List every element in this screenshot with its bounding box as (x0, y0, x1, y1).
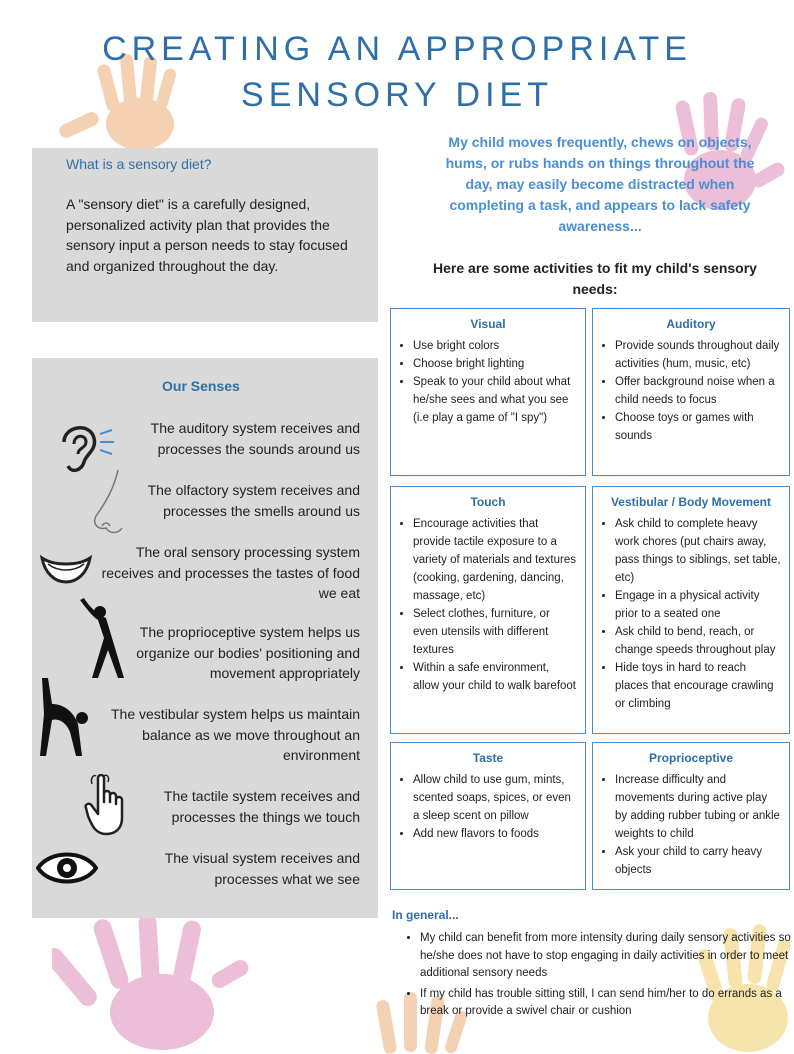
page-title-line-1: CREATING AN APPROPRIATE (102, 30, 692, 68)
list-item: • My child can benefit from more intensity during daily sensory activities so he/she does not have to stop engaging in daily activities in order to meet additional sensory needs (420, 930, 792, 983)
list-item: • If my child has trouble sitting still, I can send him/her to do errands as a break or provide a swivel chair or cushion (420, 986, 792, 1021)
list-item: • Ask child to bend, reach, or change speeds throughout play (615, 623, 781, 659)
list-item: • Allow child to use gum, mints, scented soaps, spices, or even a sleep scent on pillow (413, 771, 577, 825)
vestibular-card (592, 486, 790, 734)
sense-text: The vestibular system helps us maintain balance as we move throughout an environment (111, 706, 360, 763)
what-body: A "sensory diet" is a carefully designed, personalized activity plan that provides the sensory input a person needs to stay focused and organized throughout the day. (66, 196, 348, 274)
senses-heading: Our Senses (162, 378, 240, 394)
list-item: • Encourage activities that provide tactile exposure to a variety of materials and textures (cooking, gardening, dancing, massage, etc) (413, 515, 577, 605)
sense-text: The visual system receives and processes what we see (164, 850, 360, 887)
card-title: Touch (470, 495, 506, 509)
taste-card (390, 742, 586, 890)
list-item: • Select clothes, furniture, or even utensils with different textures (413, 605, 577, 659)
mouth-icon (38, 550, 94, 594)
what-is-sensory-diet-panel (32, 148, 378, 322)
bending-figure-icon (38, 674, 92, 758)
in-general-heading: In general... (392, 908, 459, 922)
list-item: • Provide sounds throughout daily activities (hum, music, etc) (615, 337, 781, 373)
our-senses-panel (32, 358, 378, 918)
pointing-hand-icon (84, 774, 134, 836)
child-behavior-intro: My child moves frequently, chews on objects, hums, or rubs hands on things throughout the day, may easily become distracted when completing a task, and appears to lack safety awareness... (445, 134, 755, 234)
list-item: • Add new flavors to foods (413, 825, 577, 843)
list-item: • Hide toys in hard to reach places that encourage crawling or climbing (615, 659, 781, 713)
in-general-list (400, 930, 792, 1024)
eye-icon (36, 848, 98, 888)
proprioceptive-card (592, 742, 790, 890)
list-item: • Ask your child to carry heavy objects (615, 843, 781, 879)
list-item: • Choose toys or games with sounds (615, 409, 781, 445)
list-item: • Increase difficulty and movements during active play by adding rubber tubing or ankle weights to child (615, 771, 781, 843)
what-heading: What is a sensory diet? (66, 156, 212, 172)
activities-heading: Here are some activities to fit my child's sensory needs: (433, 260, 757, 297)
sense-text: The tactile system receives and processes the things we touch (163, 788, 360, 825)
card-title: Taste (472, 751, 504, 765)
visual-card (390, 308, 586, 476)
sense-text: The auditory system receives and processes the sounds around us (150, 420, 360, 457)
card-title: Visual (470, 317, 506, 331)
list-item: • Ask child to complete heavy work chores (put chairs away, pass things to siblings, set table, etc) (615, 515, 781, 587)
list-item: • Use bright colors (413, 337, 577, 355)
sense-text: The proprioceptive system helps us organize our bodies' positioning and movement appropriately (136, 624, 360, 681)
sense-text: The olfactory system receives and processes the smells around us (147, 482, 360, 519)
list-item: • Engage in a physical activity prior to a seated one (615, 587, 781, 623)
touch-card (390, 486, 586, 734)
page-title-line-2: SENSORY DIET (241, 76, 553, 114)
auditory-card (592, 308, 790, 476)
pink-handprint-icon (52, 912, 252, 1054)
card-title: Vestibular / Body Movement (610, 495, 772, 509)
list-item: • Within a safe environment, allow your child to walk barefoot (413, 659, 577, 695)
card-title: Proprioceptive (648, 751, 734, 765)
card-title: Auditory (666, 317, 716, 331)
list-item: • Choose bright lighting (413, 355, 577, 373)
list-item: • Speak to your child about what he/she sees and what you see (i.e play a game of "I spy") (413, 373, 577, 427)
list-item: • Offer background noise when a child needs to focus (615, 373, 781, 409)
sense-text: The oral sensory processing system receives and processes the tastes of food we eat (101, 544, 360, 601)
nose-icon (88, 468, 130, 540)
